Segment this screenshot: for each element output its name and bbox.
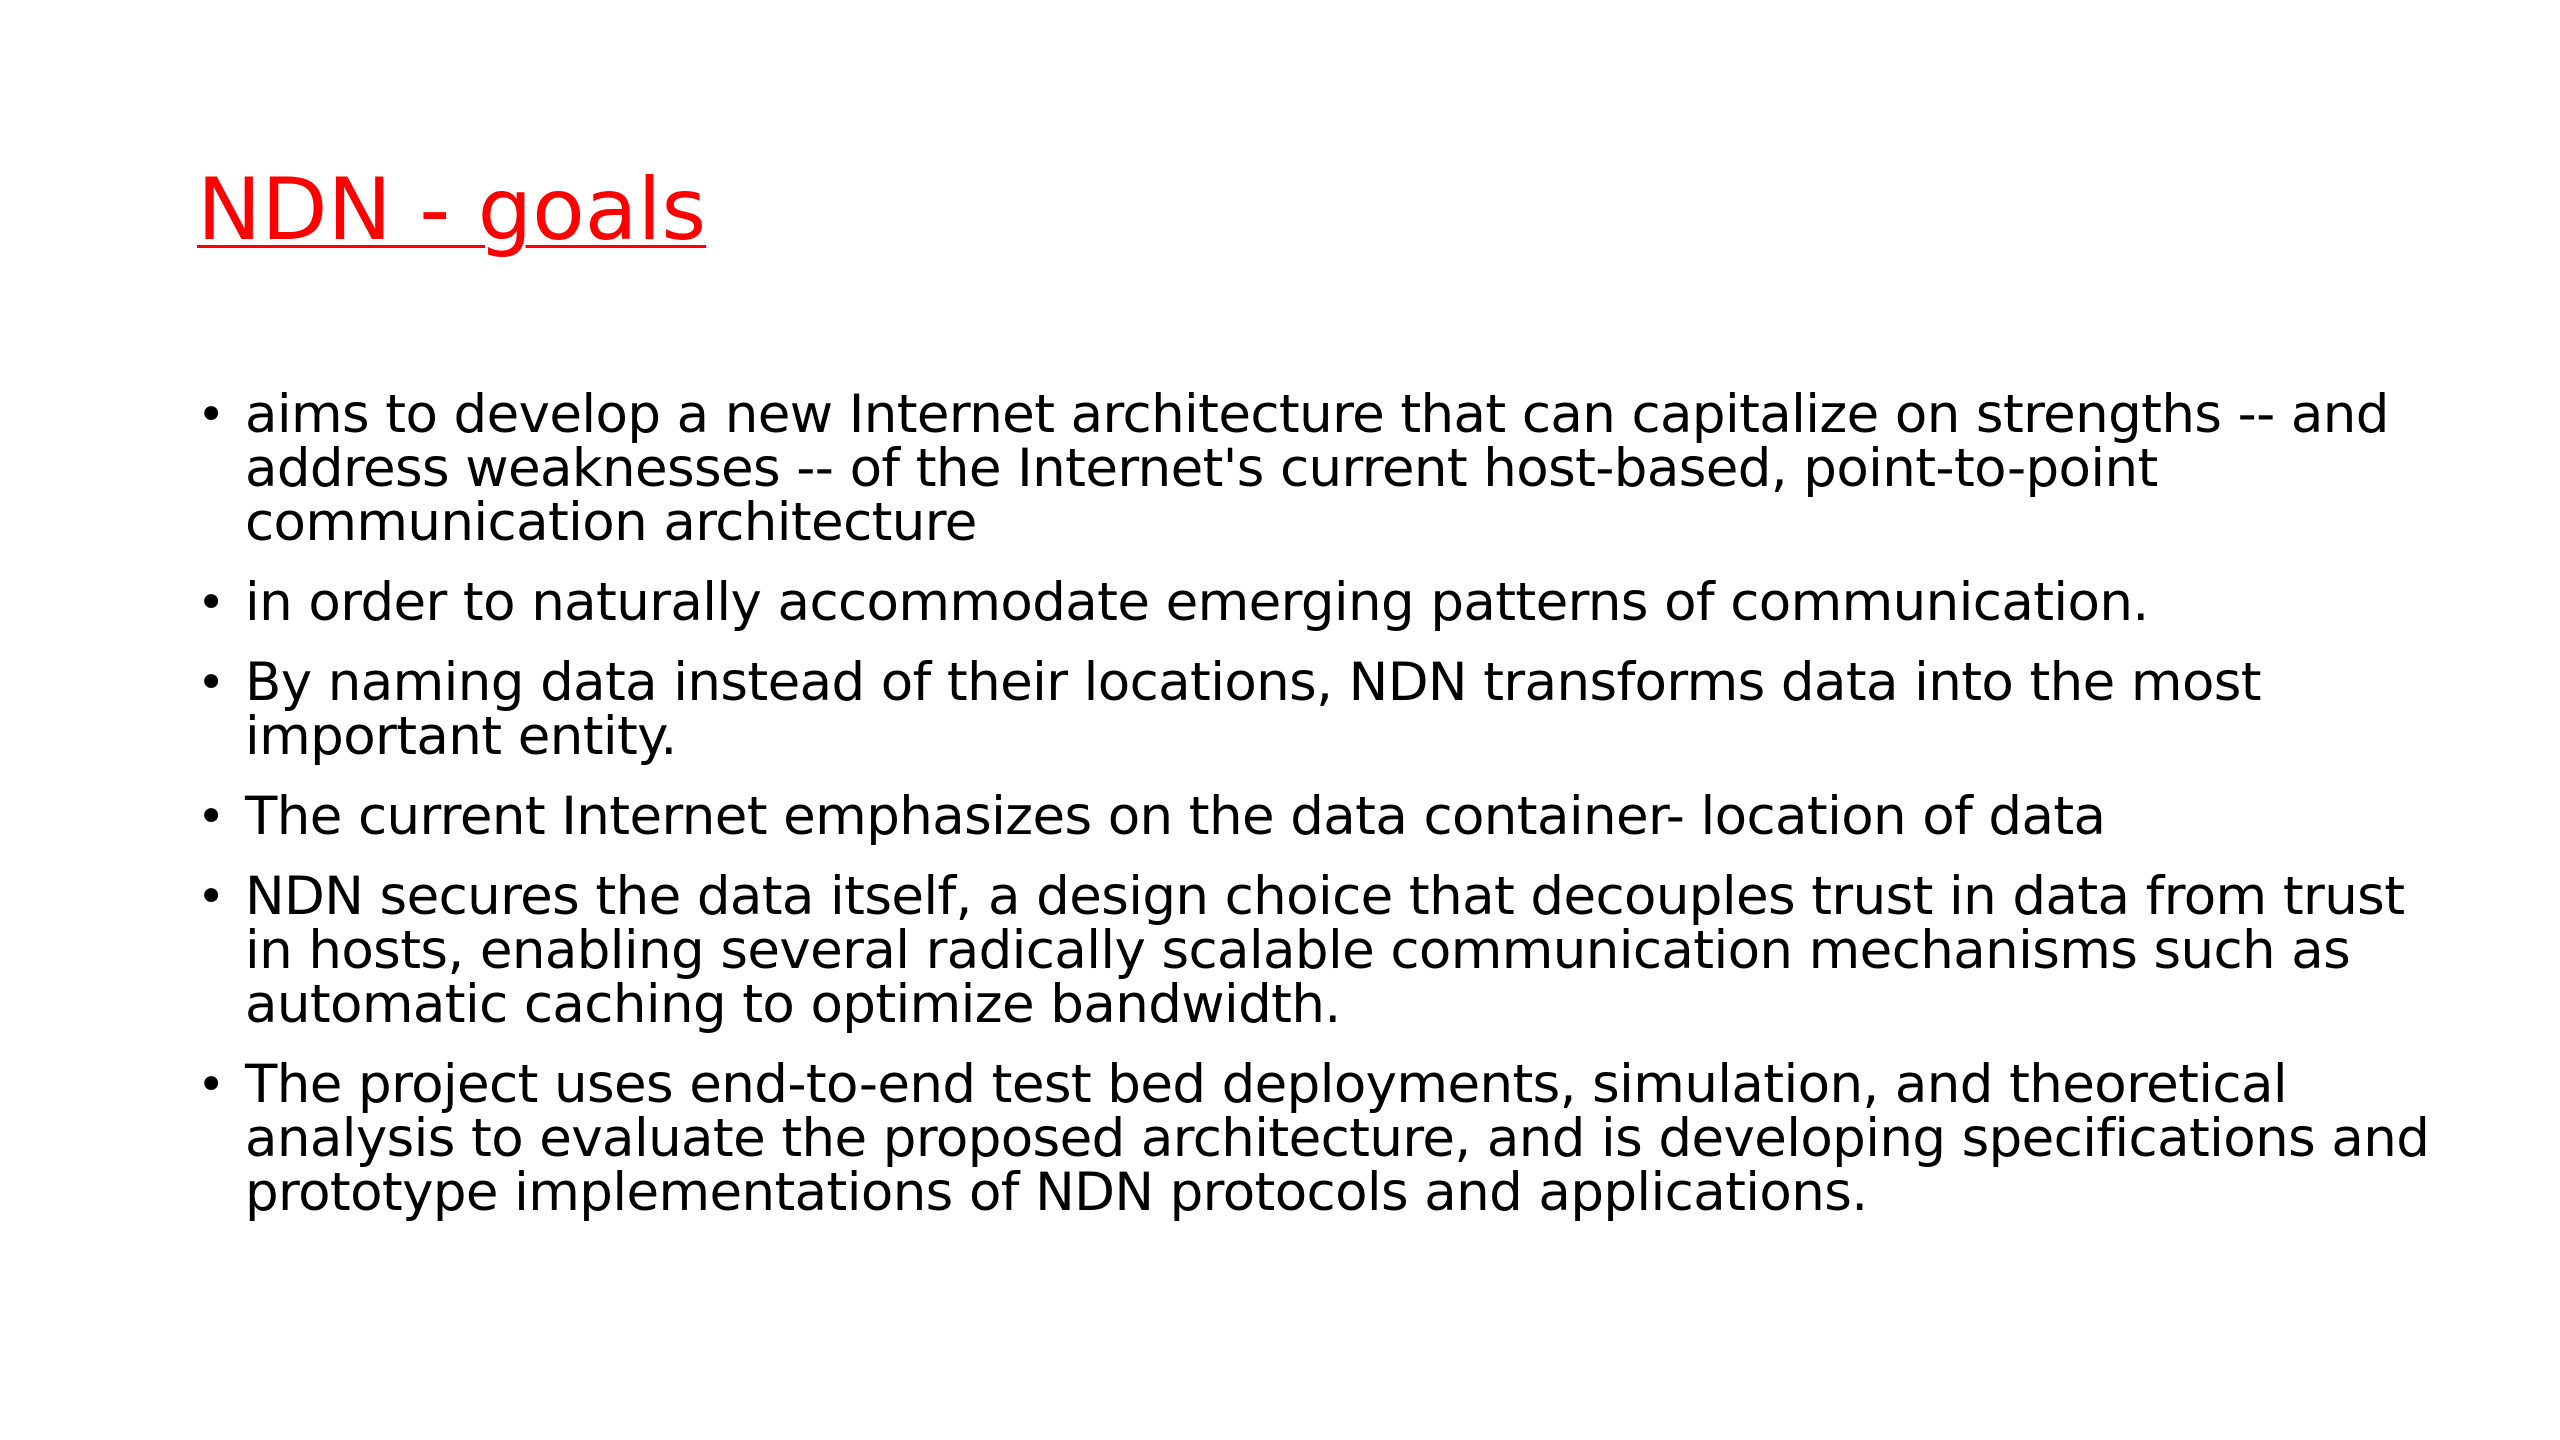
bullet-list bbox=[197, 384, 2457, 1246]
bullet-item: • NDN secures the data itself, a design choice that decouples trust in data from trust in hosts, enabling several radically scalable communication mechanisms such as automatic caching to optimize bandwidth. bbox=[197, 870, 2457, 1032]
bullet-item: • The current Internet emphasizes on the data container- location of data bbox=[197, 790, 2457, 844]
slide-title: NDN - goals bbox=[197, 160, 707, 260]
bullet-item: • The project uses end-to-end test bed deployments, simulation, and theoretical analysis to evaluate the proposed architecture, and is developing specifications and prototype implementations of NDN protocols and applications. bbox=[197, 1058, 2457, 1220]
bullet-item: • aims to develop a new Internet architecture that can capitalize on strengths -- and address weaknesses -- of the Internet's current host-based, point-to-point communication architecture bbox=[197, 388, 2457, 550]
bullet-item: • By naming data instead of their locations, NDN transforms data into the most important entity. bbox=[197, 656, 2457, 764]
bullet-item: • in order to naturally accommodate emerging patterns of communication. bbox=[197, 576, 2457, 630]
